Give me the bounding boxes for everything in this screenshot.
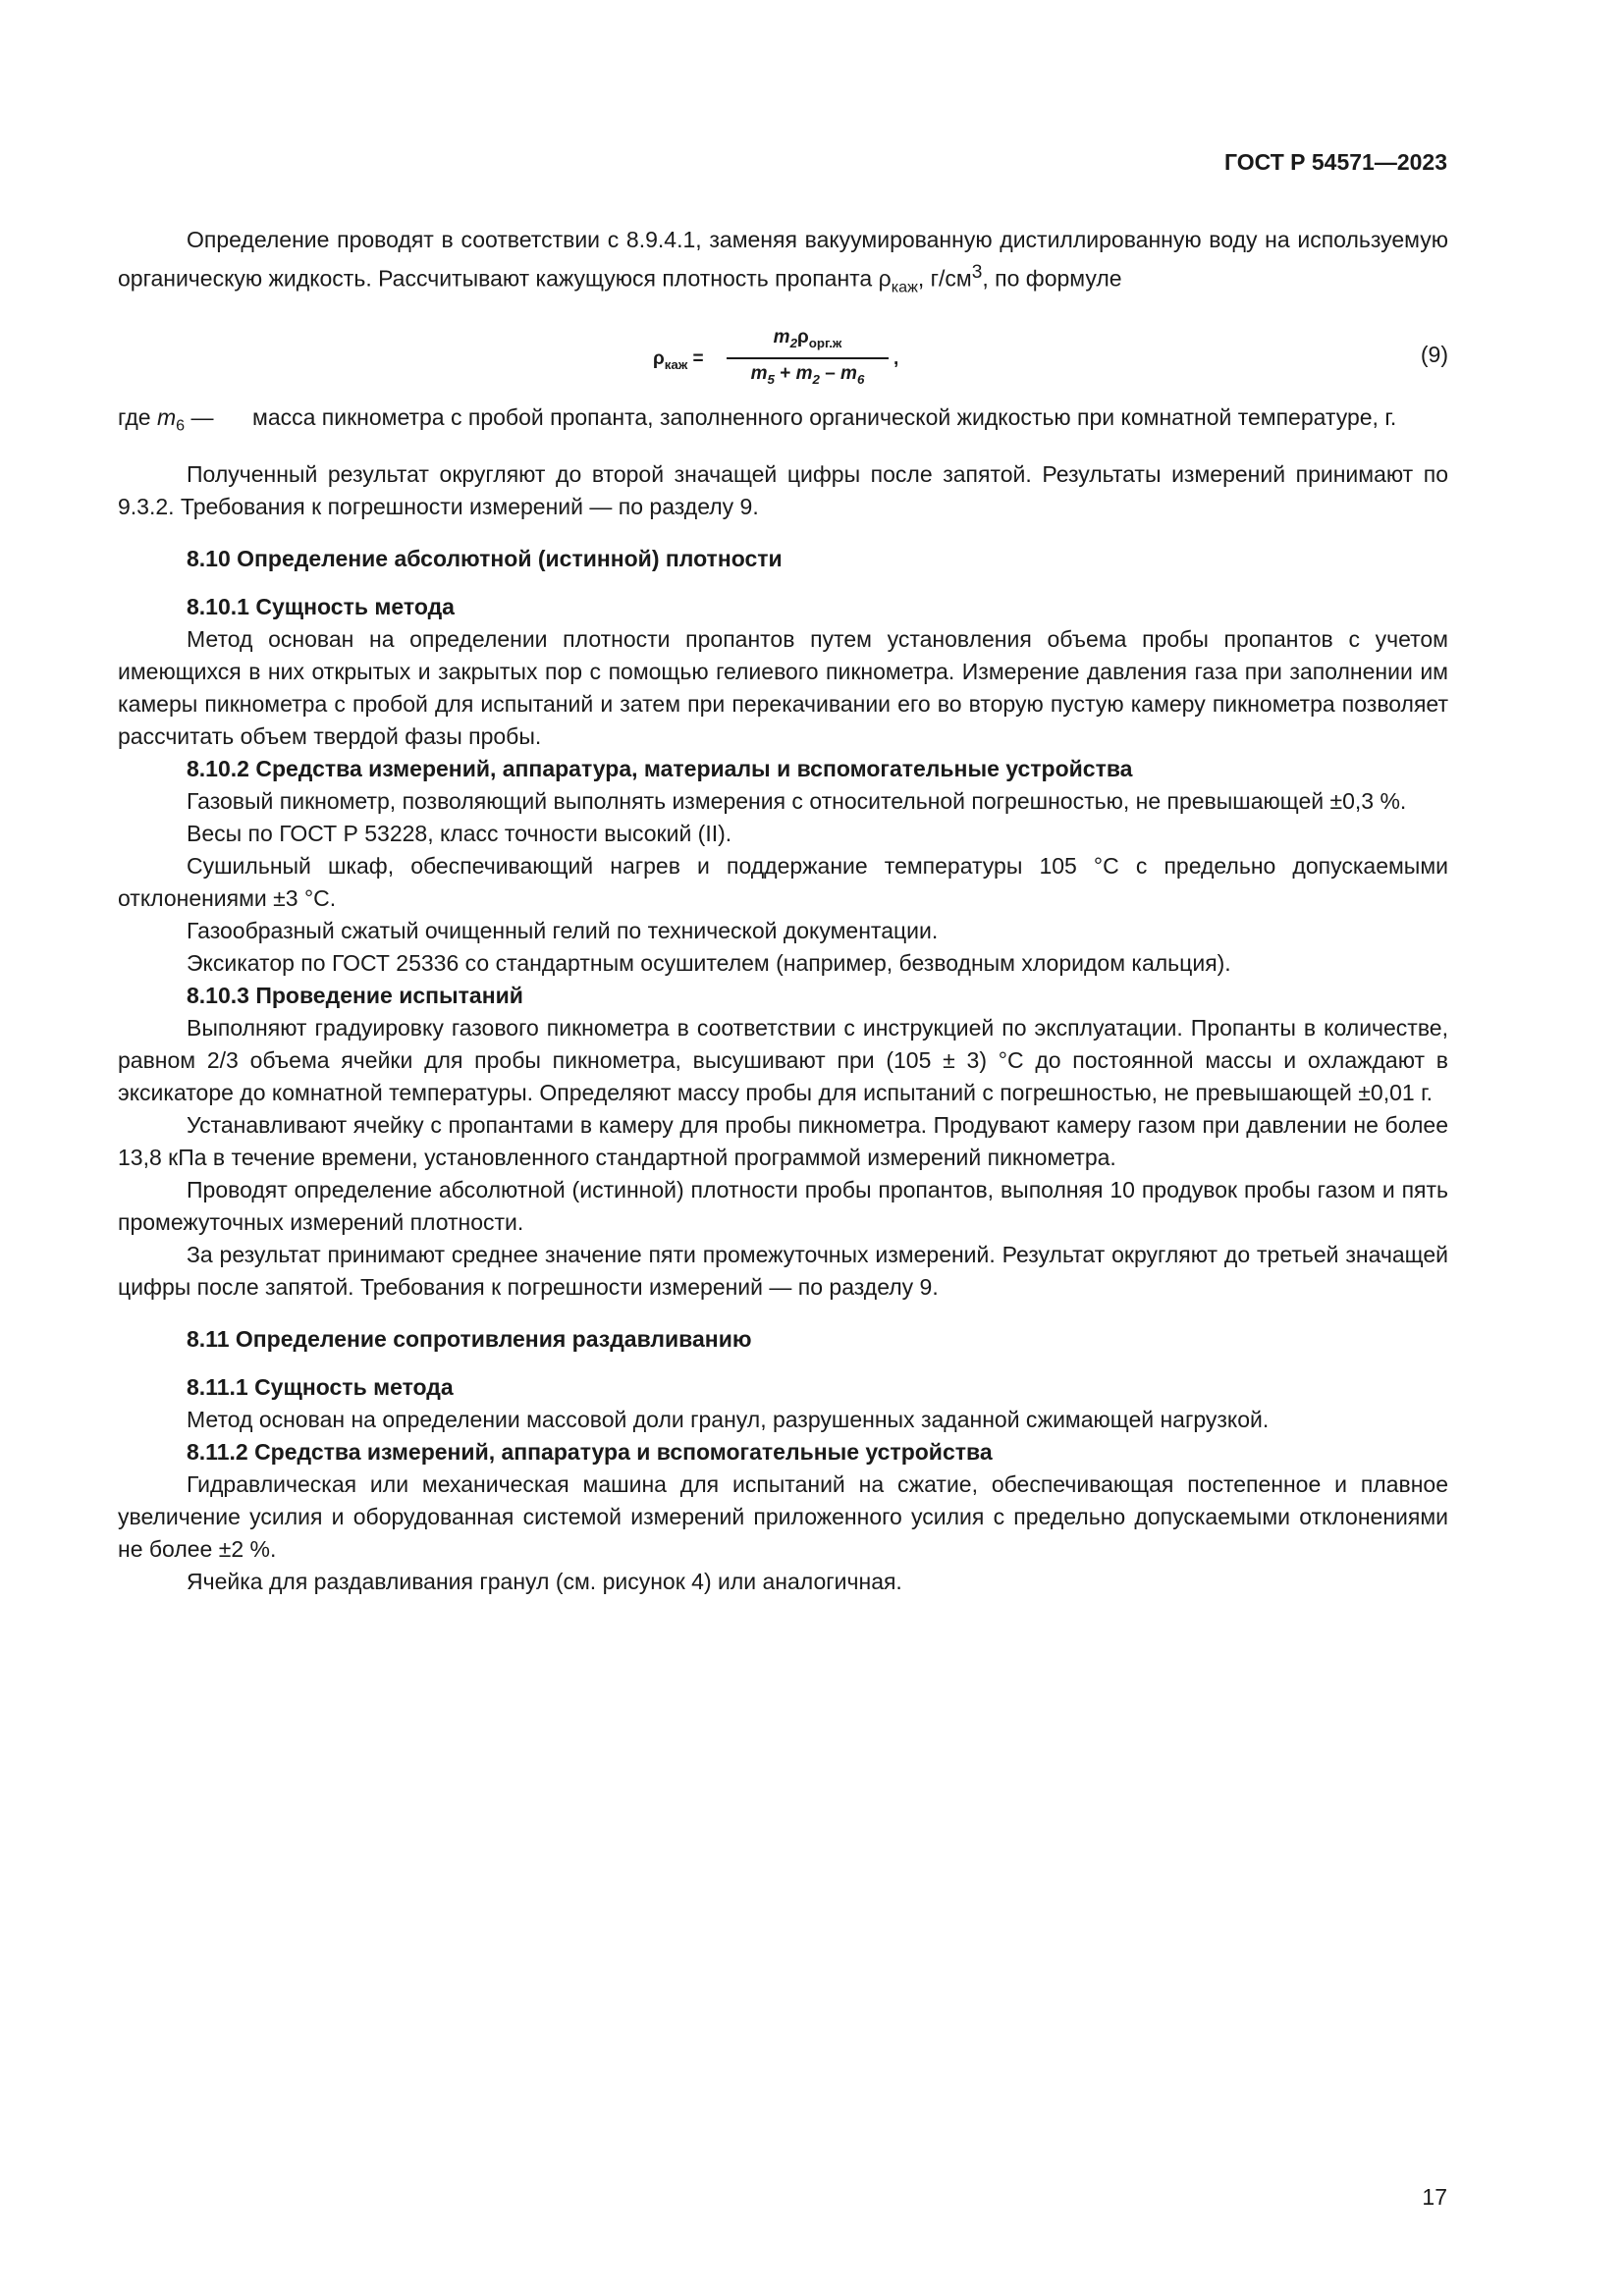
num-rho-sub: орг.ж <box>808 336 842 351</box>
paragraph: Устанавливают ячейку с пропантами в камеру для пробы пикнометра. Продувают камеру газом при давлении не более 13,8 кПа в течение времени, установленного стандартной программой измерений пикнометра. <box>118 1111 1448 1170</box>
where-prefix: где <box>118 404 157 431</box>
units-text: , г/см <box>917 265 972 292</box>
formula-denominator <box>727 361 889 393</box>
formula-equals: = <box>687 348 704 370</box>
paragraph: Проводят определение абсолютной (истинной) плотности пробы пропантов, выполняя 10 продувок пробы газом и пять промежуточных измерений плотности. <box>118 1176 1448 1235</box>
section-8-11-1-title: 8.11.1 Сущность метода <box>187 1373 454 1400</box>
den-m5: m <box>750 363 768 385</box>
intro-paragraph <box>118 224 1448 303</box>
paragraph: Ячейка для раздавливания гранул (см. рисунок 4) или аналогичная. <box>187 1568 902 1594</box>
formula-comma: , <box>893 348 899 370</box>
result-paragraph: Полученный результат округляют до второй значащей цифры после запятой. Результаты измерений принимают по 9.3.2. Требования к погрешности измерений — по разделу 9. <box>118 460 1448 519</box>
den-m2-sub: 2 <box>812 371 820 387</box>
formula-9 <box>118 317 1448 390</box>
paragraph: За результат принимают среднее значение пяти промежуточных измерений. Результат округляют до третьей значащей цифры после запятой. Требования к погрешности измерений — по разделу 9. <box>118 1241 1448 1300</box>
intro-text: Определение проводят в соответствии с 8.9.4.1, заменяя вакуумированную дистиллированную воду на используемую органическую жидкость. Рассчитывают кажущуюся плотность пропанта <box>118 227 1448 292</box>
den-m6: m <box>840 363 857 385</box>
fraction-bar <box>727 357 889 359</box>
num-rho: ρ <box>796 327 809 348</box>
section-8-10-title: 8.10 Определение абсолютной (истинной) плотности <box>187 545 783 571</box>
formula-lhs-sub: каж <box>664 357 688 373</box>
formula-numerator <box>727 325 889 356</box>
section-8-11-title: 8.11 Определение сопротивления раздавливанию <box>187 1325 752 1352</box>
formula-lhs-rho: ρ <box>653 348 665 370</box>
equation-number: (9) <box>1420 342 1448 368</box>
rho-symbol: ρ <box>878 265 892 292</box>
den-plus: + <box>774 363 796 385</box>
paragraph: Газообразный сжатый очищенный гелий по технической документации. <box>187 917 939 943</box>
paragraph: Метод основан на определении массовой доли гранул, разрушенных заданной сжимающей нагрузкой. <box>187 1406 1270 1432</box>
num-m-sub: 2 <box>789 336 797 351</box>
where-text: масса пикнометра с пробой пропанта, заполненного органической жидкостью при комнатной температуре, г. <box>252 404 1397 431</box>
paragraph: Эксикатор по ГОСТ 25336 со стандартным осушителем (например, безводным хлоридом кальция). <box>187 949 1231 976</box>
paragraph: Выполняют градуировку газового пикнометра в соответствии с инструкцией по эксплуатации. Пропанты в количестве, равном 2/3 объема ячейки для пробы пикнометра, высушивают при (105 ± 3) °С до постоянной массы и охлаждают в эксикаторе до комнатной температуры. Определяют массу пробы для испытаний с погрешностью, не превышающей ±0,01 г. <box>118 1014 1448 1105</box>
section-8-10-1-title: 8.10.1 Сущность метода <box>187 593 455 619</box>
section-8-10-3-title: 8.10.3 Проведение испытаний <box>187 982 523 1008</box>
formula-lhs <box>653 343 704 381</box>
where-sub: 6 <box>176 416 186 435</box>
where-var: m <box>156 404 177 431</box>
standard-header: ГОСТ Р 54571—2023 <box>1224 149 1447 175</box>
units-superscript: 3 <box>971 262 983 283</box>
page-content <box>118 224 1448 1598</box>
paragraph: Сушильный шкаф, обеспечивающий нагрев и поддержание температуры 105 °С с предельно допускаемыми отклонениями ±3 °С. <box>118 852 1448 911</box>
paragraph: Газовый пикнометр, позволяющий выполнять измерения с относительной погрешностью, не превышающей ±0,3 %. <box>187 787 1407 814</box>
where-dash: — <box>185 404 214 431</box>
den-minus: – <box>819 363 841 385</box>
den-m6-sub: 6 <box>856 371 865 387</box>
section-8-11-2-title: 8.11.2 Средства измерений, аппаратура и вспомогательные устройства <box>187 1438 993 1465</box>
paragraph: Метод основан на определении плотности пропантов путем установления объема пробы пропантов с учетом имеющихся в них открытых и закрытых пор с помощью гелиевого пикнометра. Измерение давления газа при заполнении им камеры пикнометра с пробой для испытаний и затем при перекачивании его во вторую пустую камеру пикнометра позволяет рассчитать объем твердой фазы пробы. <box>118 625 1448 749</box>
where-label <box>118 401 252 443</box>
rho-subscript: каж <box>891 278 918 296</box>
paragraph: Гидравлическая или механическая машина для испытаний на сжатие, обеспечивающая постепенное и плавное увеличение усилия и оборудованная системой измерений приложенного усилия с предельно допускаемыми отклонениями не более ±2 %. <box>118 1470 1448 1562</box>
paragraph: Весы по ГОСТ Р 53228, класс точности высокий (II). <box>187 820 732 846</box>
formula-fraction <box>727 325 889 393</box>
den-m5-sub: 5 <box>767 371 775 387</box>
num-m: m <box>773 327 790 348</box>
den-m2: m <box>795 363 813 385</box>
page-number: 17 <box>1422 2184 1447 2210</box>
section-8-10-2-title: 8.10.2 Средства измерений, аппаратура, материалы и вспомогательные устройства <box>187 755 1133 781</box>
where-clause <box>118 401 1448 443</box>
formula-intro-text: , по формуле <box>982 265 1122 292</box>
